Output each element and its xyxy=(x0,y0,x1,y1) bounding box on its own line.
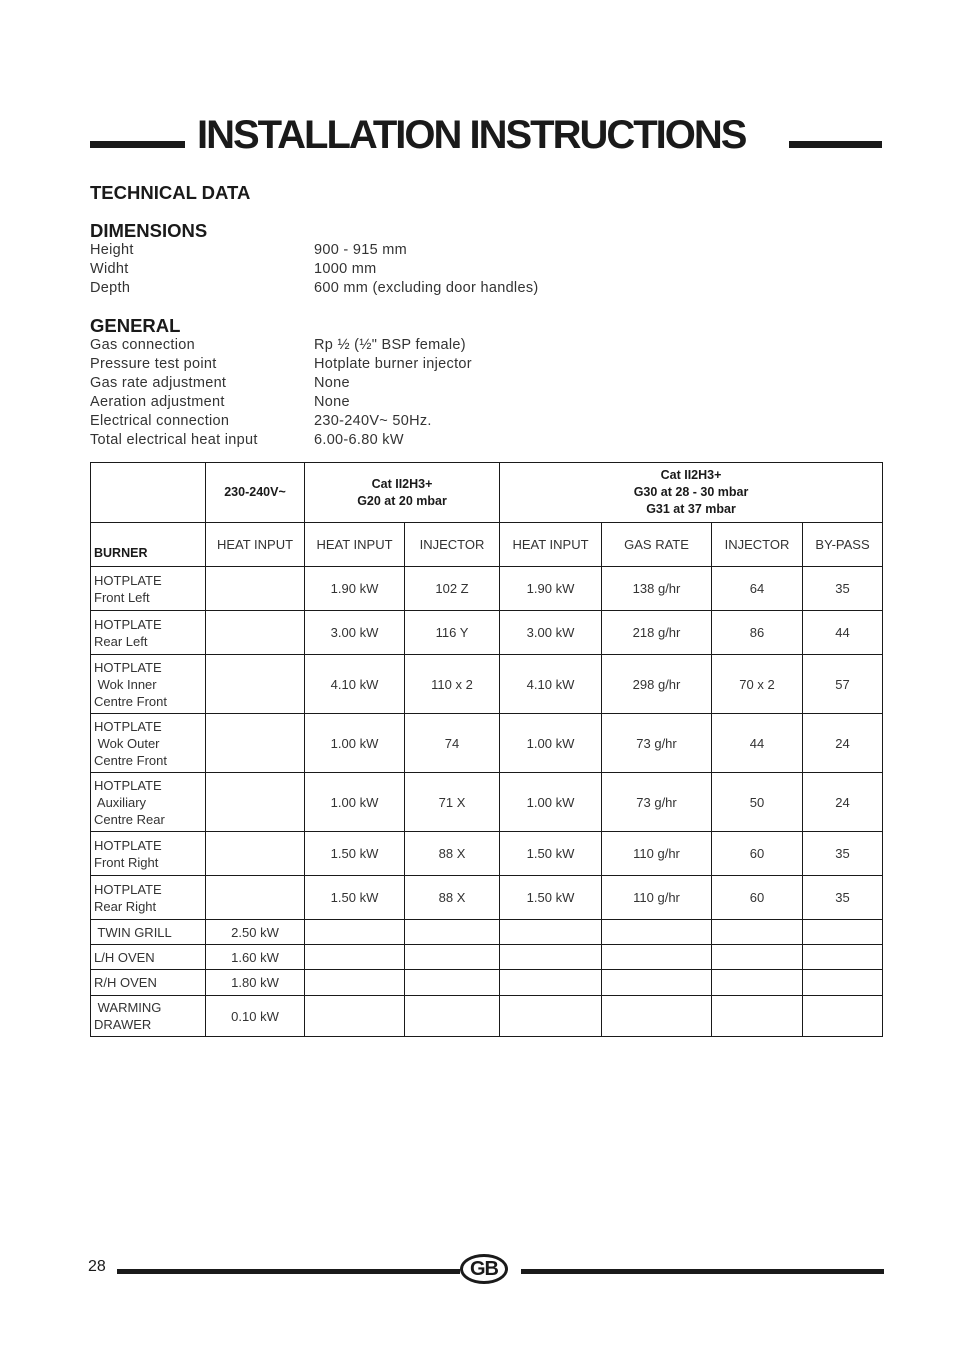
header-line: G31 at 37 mbar xyxy=(646,502,736,516)
table-cell: 1.00 kW xyxy=(305,773,405,832)
burner-name-line: Front Right xyxy=(94,854,159,870)
dimensions-heading: DIMENSIONS xyxy=(90,220,208,241)
subheader-cell: INJECTOR xyxy=(712,523,803,567)
table-cell: 0.10 kW xyxy=(206,996,305,1037)
subheader-cell: INJECTOR xyxy=(405,523,500,567)
spec-value: None xyxy=(314,394,350,410)
table-cell: 35 xyxy=(803,876,883,920)
spec-value: None xyxy=(314,375,350,391)
spec-value: 900 - 915 mm xyxy=(314,242,408,258)
burner-name-line: HOTPLATE xyxy=(94,659,162,675)
table-cell: 102 Z xyxy=(405,567,500,611)
header-voltage: 230-240V~ xyxy=(206,463,305,523)
table-row xyxy=(91,876,883,920)
table-cell: 24 xyxy=(803,773,883,832)
burner-name-cell xyxy=(91,876,206,920)
burner-name-cell xyxy=(91,832,206,876)
header-g30-g31 xyxy=(500,463,883,523)
table-cell: 1.00 kW xyxy=(305,714,405,773)
table-cell: 57 xyxy=(803,655,883,714)
spec-value: 1000 mm xyxy=(314,261,377,277)
table-cell: 74 xyxy=(405,714,500,773)
table-cell: 138 g/hr xyxy=(602,567,712,611)
table-cell: 1.90 kW xyxy=(500,567,602,611)
table-cell: 2.50 kW xyxy=(206,920,305,945)
table-row xyxy=(91,773,883,832)
spec-value: Hotplate burner injector xyxy=(314,356,472,372)
table-cell xyxy=(206,714,305,773)
subheader-cell: HEAT INPUT xyxy=(500,523,602,567)
burner-name-cell xyxy=(91,970,206,996)
spec-label: Widht xyxy=(90,261,129,277)
table-cell xyxy=(500,945,602,970)
subheader-cell: GAS RATE xyxy=(602,523,712,567)
subheader-cell: HEAT INPUT xyxy=(206,523,305,567)
table-cell: 88 X xyxy=(405,832,500,876)
table-cell: 88 X xyxy=(405,876,500,920)
table-cell: 60 xyxy=(712,832,803,876)
table-cell xyxy=(206,832,305,876)
table-cell: 1.50 kW xyxy=(305,876,405,920)
table-cell: 116 Y xyxy=(405,611,500,655)
title-rule-left xyxy=(90,141,185,148)
table-cell: 218 g/hr xyxy=(602,611,712,655)
burner-name-line: Wok Inner xyxy=(94,676,157,692)
table-cell xyxy=(305,945,405,970)
table-cell: 1.50 kW xyxy=(305,832,405,876)
spec-label: Aeration adjustment xyxy=(90,394,225,410)
footer-rule-left xyxy=(117,1269,460,1274)
table-cell: 60 xyxy=(712,876,803,920)
burner-name-line: Centre Rear xyxy=(94,811,165,827)
burner-name-line: Centre Front xyxy=(94,693,167,709)
table-subheader-row xyxy=(91,523,883,567)
spec-label: Gas rate adjustment xyxy=(90,375,227,391)
table-cell: 110 x 2 xyxy=(405,655,500,714)
table-cell xyxy=(712,945,803,970)
spec-value: 230-240V~ 50Hz. xyxy=(314,413,432,429)
table-cell xyxy=(305,970,405,996)
table-row xyxy=(91,970,883,996)
page-title: INSTALLATION INSTRUCTIONS xyxy=(197,113,746,157)
table-cell: 1.90 kW xyxy=(305,567,405,611)
table-cell xyxy=(602,970,712,996)
burner-name-cell xyxy=(91,945,206,970)
table-cell xyxy=(206,611,305,655)
burner-name-line: HOTPLATE xyxy=(94,837,162,853)
header-line: G20 at 20 mbar xyxy=(357,493,447,508)
table-row xyxy=(91,945,883,970)
burner-name-line: Wok Outer xyxy=(94,735,160,751)
table-row xyxy=(91,567,883,611)
subheader-cell: HEAT INPUT xyxy=(305,523,405,567)
table-body xyxy=(91,567,883,1037)
header-line: G30 at 28 - 30 mbar xyxy=(633,485,749,499)
table-cell xyxy=(803,945,883,970)
table-cell: 70 x 2 xyxy=(712,655,803,714)
page-number: 28 xyxy=(88,1258,106,1275)
table-cell xyxy=(206,567,305,611)
burner-name-cell xyxy=(91,611,206,655)
burner-name-cell xyxy=(91,996,206,1037)
spec-value: Rp ½ (½" BSP female) xyxy=(314,337,466,353)
table-cell: 71 X xyxy=(405,773,500,832)
table-cell xyxy=(712,920,803,945)
table-row xyxy=(91,611,883,655)
burner-name-line: Auxiliary xyxy=(94,794,147,810)
table-cell xyxy=(712,970,803,996)
burner-name-line: HOTPLATE xyxy=(94,616,162,632)
table-cell: 1.80 kW xyxy=(206,970,305,996)
table-row xyxy=(91,655,883,714)
table-cell: 24 xyxy=(803,714,883,773)
table-cell: 86 xyxy=(712,611,803,655)
burner-name-line: TWIN GRILL xyxy=(94,924,172,940)
table-row xyxy=(91,996,883,1037)
spec-label: Depth xyxy=(90,280,131,296)
burner-name-line: Rear Left xyxy=(94,633,148,649)
table-cell xyxy=(206,876,305,920)
table-cell xyxy=(602,920,712,945)
table-cell: 73 g/hr xyxy=(602,773,712,832)
header-line: Cat II2H3+ xyxy=(371,476,433,491)
table-cell xyxy=(500,996,602,1037)
table-cell: 35 xyxy=(803,567,883,611)
burner-name-line: HOTPLATE xyxy=(94,881,162,897)
table-row xyxy=(91,920,883,945)
page-footer xyxy=(88,1250,884,1294)
table-cell xyxy=(602,996,712,1037)
burner-name-cell xyxy=(91,567,206,611)
table-cell: 4.10 kW xyxy=(500,655,602,714)
burner-name-cell xyxy=(91,920,206,945)
table-header-row xyxy=(91,463,883,523)
burner-name-line: HOTPLATE xyxy=(94,718,162,734)
table-cell: 1.50 kW xyxy=(500,876,602,920)
table-cell: 1.00 kW xyxy=(500,773,602,832)
burner-name-line: HOTPLATE xyxy=(94,777,162,793)
table-cell: 44 xyxy=(803,611,883,655)
table-cell xyxy=(803,920,883,945)
title-rule-right xyxy=(789,141,882,148)
burner-column-header: BURNER xyxy=(91,523,206,567)
spec-label: Height xyxy=(90,242,134,258)
footer-rule-right xyxy=(521,1269,884,1274)
table-cell: 1.50 kW xyxy=(500,832,602,876)
burner-name-cell xyxy=(91,655,206,714)
table-cell: 73 g/hr xyxy=(602,714,712,773)
table-cell xyxy=(803,996,883,1037)
table-cell xyxy=(305,996,405,1037)
spec-label: Total electrical heat input xyxy=(90,432,258,448)
table-cell xyxy=(206,773,305,832)
header-empty-cell xyxy=(91,463,206,523)
burner-data-table xyxy=(90,462,883,1037)
table-cell: 110 g/hr xyxy=(602,832,712,876)
table-cell: 64 xyxy=(712,567,803,611)
table-cell xyxy=(405,945,500,970)
header-line: Cat II2H3+ xyxy=(660,468,722,482)
burner-name-line: DRAWER xyxy=(94,1017,152,1032)
table-cell xyxy=(500,920,602,945)
subheader-cell: BY-PASS xyxy=(803,523,883,567)
table-cell: 50 xyxy=(712,773,803,832)
table-cell: 35 xyxy=(803,832,883,876)
spec-value: 600 mm (excluding door handles) xyxy=(314,280,539,296)
burner-name-cell xyxy=(91,773,206,832)
burner-name-line: Front Left xyxy=(94,589,150,605)
table-cell xyxy=(405,970,500,996)
technical-data-heading: TECHNICAL DATA xyxy=(90,182,251,203)
spec-value: 6.00-6.80 kW xyxy=(314,432,404,448)
table-cell: 4.10 kW xyxy=(305,655,405,714)
country-badge: GB xyxy=(460,1254,508,1284)
burner-name-cell xyxy=(91,714,206,773)
header-g20 xyxy=(305,463,500,523)
burner-name-line: L/H OVEN xyxy=(94,949,155,965)
table-cell xyxy=(405,996,500,1037)
burner-name-line: WARMING xyxy=(94,1000,162,1015)
title-row xyxy=(90,112,882,158)
table-cell: 3.00 kW xyxy=(500,611,602,655)
table-cell: 298 g/hr xyxy=(602,655,712,714)
table-cell: 110 g/hr xyxy=(602,876,712,920)
table-cell xyxy=(305,920,405,945)
table-cell xyxy=(405,920,500,945)
table-cell: 1.00 kW xyxy=(500,714,602,773)
spec-label: Gas connection xyxy=(90,337,195,353)
burner-name-line: R/H OVEN xyxy=(94,975,157,990)
burner-name-line: Centre Front xyxy=(94,752,167,768)
table-cell xyxy=(803,970,883,996)
table-row xyxy=(91,832,883,876)
table-cell xyxy=(206,655,305,714)
general-heading: GENERAL xyxy=(90,315,181,336)
table-cell xyxy=(712,996,803,1037)
table-row xyxy=(91,714,883,773)
spec-label: Electrical connection xyxy=(90,413,230,429)
table-cell xyxy=(602,945,712,970)
table-cell: 44 xyxy=(712,714,803,773)
table-cell: 3.00 kW xyxy=(305,611,405,655)
table-cell: 1.60 kW xyxy=(206,945,305,970)
burner-name-line: HOTPLATE xyxy=(94,572,162,588)
burner-name-line: Rear Right xyxy=(94,898,157,914)
spec-label: Pressure test point xyxy=(90,356,217,372)
table-cell xyxy=(500,970,602,996)
